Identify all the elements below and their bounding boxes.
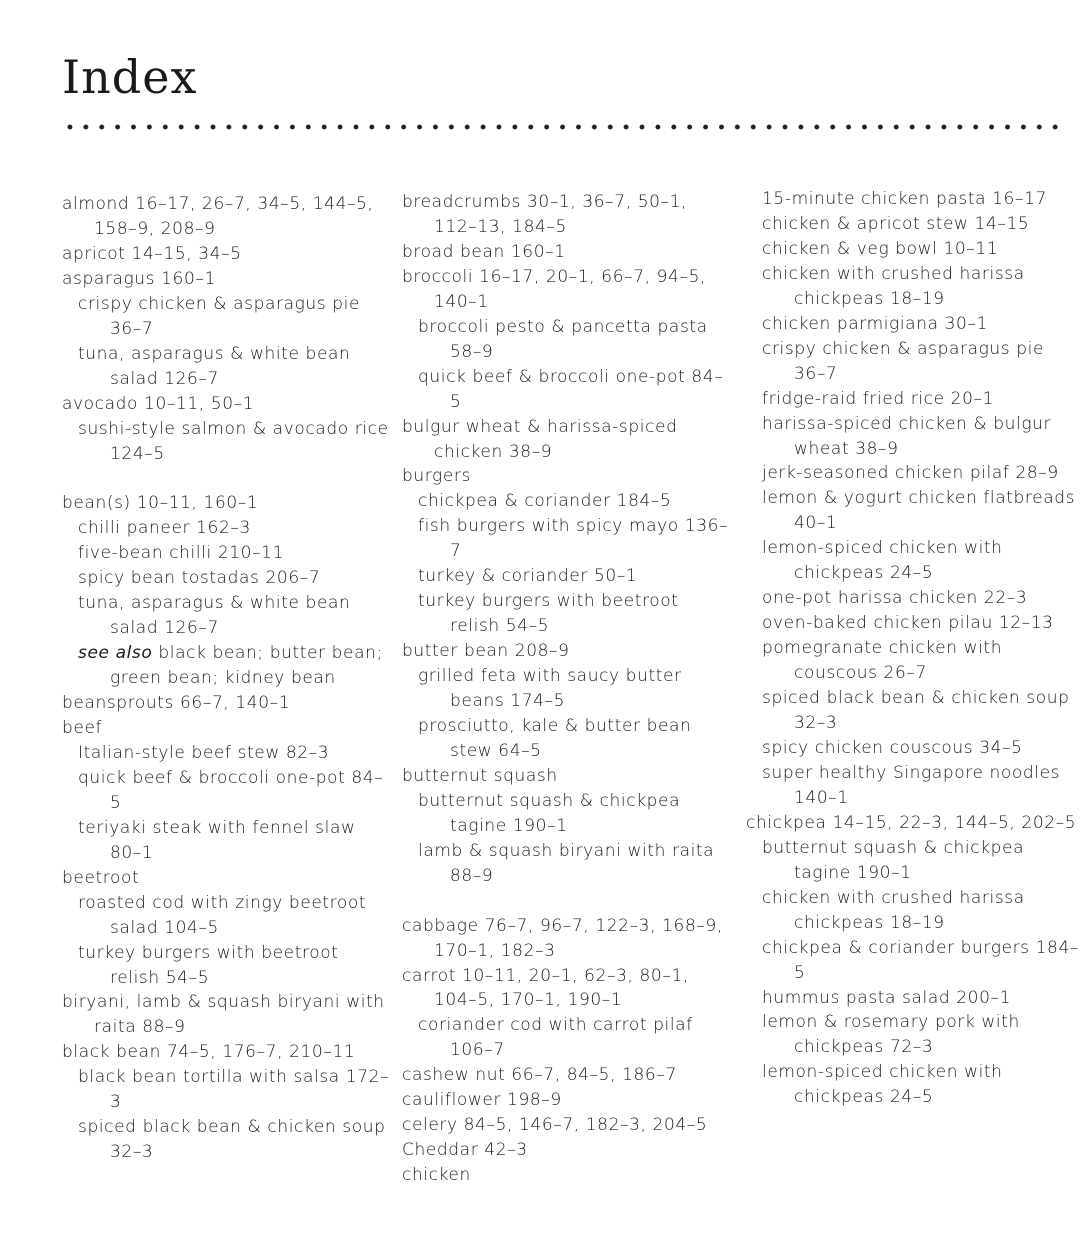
index-subentry [746, 611, 1080, 636]
entry-text: chickpea & coriander 184–5 [418, 491, 672, 512]
entry-text: harissa-spiced chicken & bulgur wheat 38–9 [762, 413, 1052, 459]
entry-text: jerk-seasoned chicken pilaf 28–9 [762, 463, 1059, 484]
page-title: Index [62, 50, 198, 104]
index-subentry [402, 589, 732, 639]
index-entry [402, 415, 732, 465]
entry-text: turkey & coriander 50–1 [418, 566, 638, 587]
entry-text: broccoli 16–17, 20–1, 66–7, 94–5, 140–1 [402, 266, 706, 312]
index-subentry [746, 586, 1080, 611]
entry-text: crispy chicken & asparagus pie 36–7 [762, 338, 1044, 384]
entry-text: lamb & squash biryani with raita 88–9 [418, 840, 715, 886]
entry-text: turkey burgers with beetroot relish 54–5 [418, 591, 679, 637]
index-subentry [62, 566, 392, 591]
index-subentry [62, 816, 392, 866]
index-subentry [402, 839, 732, 889]
entry-text: beetroot [62, 867, 140, 888]
index-subentry [62, 1065, 392, 1115]
index-subentry [62, 417, 392, 467]
entry-text: pomegranate chicken with couscous 26–7 [762, 638, 1003, 684]
entry-text: broccoli pesto & pancetta pasta 58–9 [418, 316, 708, 362]
entry-text: burgers [402, 466, 471, 487]
entry-text: beef [62, 718, 103, 738]
entry-text: black bean 74–5, 176–7, 210–11 [62, 1042, 356, 1063]
index-subentry [402, 664, 732, 714]
entry-text: lemon-spiced chicken with chickpeas 24–5 [762, 538, 1003, 584]
index-subentry [746, 686, 1080, 736]
index-subentry [62, 741, 392, 766]
index-subentry [402, 315, 732, 365]
entry-text: black bean; butter bean; green bean; kidney bean [110, 643, 383, 689]
entry-text: almond 16–17, 26–7, 34–5, 144–5, 158–9, 208–9 [62, 194, 374, 239]
index-subentry [62, 941, 392, 991]
entry-text: spiced black bean & chicken soup 32–3 [78, 1117, 386, 1163]
entry-text: roasted cod with zingy beetroot salad 104–5 [78, 892, 367, 938]
index-subentry [402, 564, 732, 589]
index-subentry [402, 789, 732, 839]
index-entry [402, 914, 732, 964]
index-entry [62, 392, 392, 417]
entry-text: oven-baked chicken pilau 12–13 [762, 613, 1054, 634]
entry-text: spicy chicken couscous 34–5 [762, 737, 1023, 758]
index-entry [402, 464, 732, 489]
index-subentry [62, 591, 392, 641]
entry-text: chicken & apricot stew 14–15 [762, 213, 1030, 234]
index-entry [402, 240, 732, 265]
entry-text: chicken with crushed harissa chickpeas 18–19 [762, 887, 1025, 933]
index-subentry [746, 761, 1080, 811]
index-subentry [746, 387, 1080, 412]
entry-text: beansprouts 66–7, 140–1 [62, 693, 291, 714]
entry-text: tuna, asparagus & white bean salad 126–7 [78, 593, 351, 639]
entry-text: avocado 10–11, 50–1 [62, 393, 255, 414]
entry-text: asparagus 160–1 [62, 268, 216, 289]
index-subentry [402, 1013, 732, 1063]
section-gap [62, 466, 392, 491]
section-gap [402, 889, 732, 914]
entry-text: sushi-style salmon & avocado rice 124–5 [78, 418, 389, 464]
index-subentry [62, 541, 392, 566]
entry-text: cauliflower 198–9 [402, 1090, 562, 1111]
entry-text: biryani, lamb & squash biryani with raita 88–9 [62, 992, 385, 1038]
index-subentry [746, 836, 1080, 886]
index-subentry [62, 766, 392, 816]
index-entry [402, 1138, 732, 1163]
index-subentry [746, 886, 1080, 936]
index-entry [62, 990, 392, 1040]
index-subentry [62, 891, 392, 941]
index-column-1 [62, 192, 392, 1165]
entry-text: lemon & rosemary pork with chickpeas 72–3 [762, 1012, 1020, 1058]
entry-text: super healthy Singapore noodles 140–1 [762, 762, 1061, 808]
entry-text: chickpea & coriander burgers 184–5 [762, 937, 1079, 983]
index-subentry [746, 187, 1080, 212]
index-entry [746, 811, 1080, 836]
index-entry [402, 190, 732, 240]
index-subentry [62, 1115, 392, 1165]
entry-text: butter bean 208–9 [402, 641, 570, 662]
entry-text: chicken & veg bowl 10–11 [762, 238, 999, 259]
index-subentry [746, 1060, 1080, 1110]
index-subentry [402, 514, 732, 564]
index-entry [62, 192, 392, 242]
entry-text: prosciutto, kale & butter bean stew 64–5 [418, 716, 692, 761]
entry-text: bulgur wheat & harissa-spiced chicken 38–9 [402, 416, 678, 462]
index-subentry [746, 212, 1080, 237]
see-also-label: see also [78, 643, 153, 664]
entry-text: chicken [402, 1165, 471, 1186]
index-subentry [746, 636, 1080, 686]
entry-text: black bean tortilla with salsa 172–3 [78, 1067, 390, 1113]
entry-text: lemon-spiced chicken with chickpeas 24–5 [762, 1062, 1003, 1108]
entry-text: chilli paneer 162–3 [78, 518, 251, 539]
entry-text: butternut squash & chickpea tagine 190–1 [418, 790, 681, 836]
entry-text: apricot 14–15, 34–5 [62, 243, 242, 264]
entry-text: cashew nut 66–7, 84–5, 186–7 [402, 1065, 677, 1086]
index-column-3 [746, 187, 1080, 1110]
entry-text: lemon & yogurt chicken flatbreads 40–1 [762, 488, 1076, 534]
entry-text: five-bean chilli 210–11 [78, 543, 285, 564]
index-subentry [746, 337, 1080, 387]
entry-text: crispy chicken & asparagus pie 36–7 [78, 293, 360, 339]
entry-text: spiced black bean & chicken soup 32–3 [762, 688, 1070, 734]
entry-text: turkey burgers with beetroot relish 54–5 [78, 942, 339, 988]
index-entry [402, 265, 732, 315]
entry-text: quick beef & broccoli one-pot 84–5 [418, 366, 724, 412]
index-entry [62, 242, 392, 267]
index-subentry [746, 412, 1080, 462]
index-subentry [746, 986, 1080, 1011]
index-subentry [402, 365, 732, 415]
entry-text: Italian-style beef stew 82–3 [78, 742, 330, 763]
entry-text: fridge-raid fried rice 20–1 [762, 388, 995, 409]
index-subentry [746, 536, 1080, 586]
index-subentry [746, 461, 1080, 486]
index-entry [62, 267, 392, 292]
entry-text: teriyaki steak with fennel slaw 80–1 [78, 817, 356, 863]
index-entry [62, 1040, 392, 1065]
index-entry [62, 716, 392, 741]
entry-text: coriander cod with carrot pilaf 106–7 [418, 1015, 693, 1061]
entry-text: breadcrumbs 30–1, 36–7, 50–1, 112–13, 184–5 [402, 192, 688, 237]
index-entry [402, 764, 732, 789]
entry-text: one-pot harissa chicken 22–3 [762, 588, 1028, 609]
entry-text: Cheddar 42–3 [402, 1140, 528, 1161]
index-entry [402, 1163, 732, 1188]
entry-text: butternut squash & chickpea tagine 190–1 [762, 837, 1025, 883]
entry-text: hummus pasta salad 200–1 [762, 987, 1012, 1008]
index-subentry [746, 262, 1080, 312]
entry-text: 15-minute chicken pasta 16–17 [762, 189, 1047, 209]
entry-text: grilled feta with saucy butter beans 174–5 [418, 666, 682, 712]
index-subentry [746, 736, 1080, 761]
index-entry [402, 1113, 732, 1138]
entry-text: celery 84–5, 146–7, 182–3, 204–5 [402, 1115, 708, 1136]
index-subentry [62, 342, 392, 392]
index-subentry [402, 714, 732, 764]
index-subentry [746, 312, 1080, 337]
entry-text: cabbage 76–7, 96–7, 122–3, 168–9, 170–1, 182–3 [402, 915, 723, 961]
entry-text: spicy bean tostadas 206–7 [78, 568, 321, 589]
entry-text: carrot 10–11, 20–1, 62–3, 80–1, 104–5, 170–1, 190–1 [402, 965, 689, 1011]
entry-text: chicken with crushed harissa chickpeas 18–19 [762, 263, 1025, 309]
entry-text: broad bean 160–1 [402, 241, 566, 262]
index-entry [402, 964, 732, 1014]
entry-text: fish burgers with spicy mayo 136–7 [418, 516, 729, 562]
index-entry [62, 491, 392, 516]
entry-text: bean(s) 10–11, 160–1 [62, 493, 259, 514]
index-column-2 [402, 190, 732, 1188]
entry-text: chickpea 14–15, 22–3, 144–5, 202–5 [746, 812, 1077, 833]
entry-text: quick beef & broccoli one-pot 84–5 [78, 767, 384, 813]
index-subentry [746, 486, 1080, 536]
index-subentry [62, 292, 392, 342]
index-subentry [62, 516, 392, 541]
index-entry [62, 691, 392, 716]
entry-text: chicken parmigiana 30–1 [762, 313, 988, 334]
index-entry [402, 1063, 732, 1088]
entry-text: butternut squash [402, 765, 558, 786]
index-subentry [746, 237, 1080, 262]
dotted-divider [62, 124, 1062, 130]
index-subentry [746, 1010, 1080, 1060]
index-subentry [746, 936, 1080, 986]
index-entry [62, 866, 392, 891]
entry-text: tuna, asparagus & white bean salad 126–7 [78, 343, 351, 389]
index-entry [402, 639, 732, 664]
index-subentry [402, 489, 732, 514]
index-subentry [62, 641, 392, 691]
index-entry [402, 1088, 732, 1113]
